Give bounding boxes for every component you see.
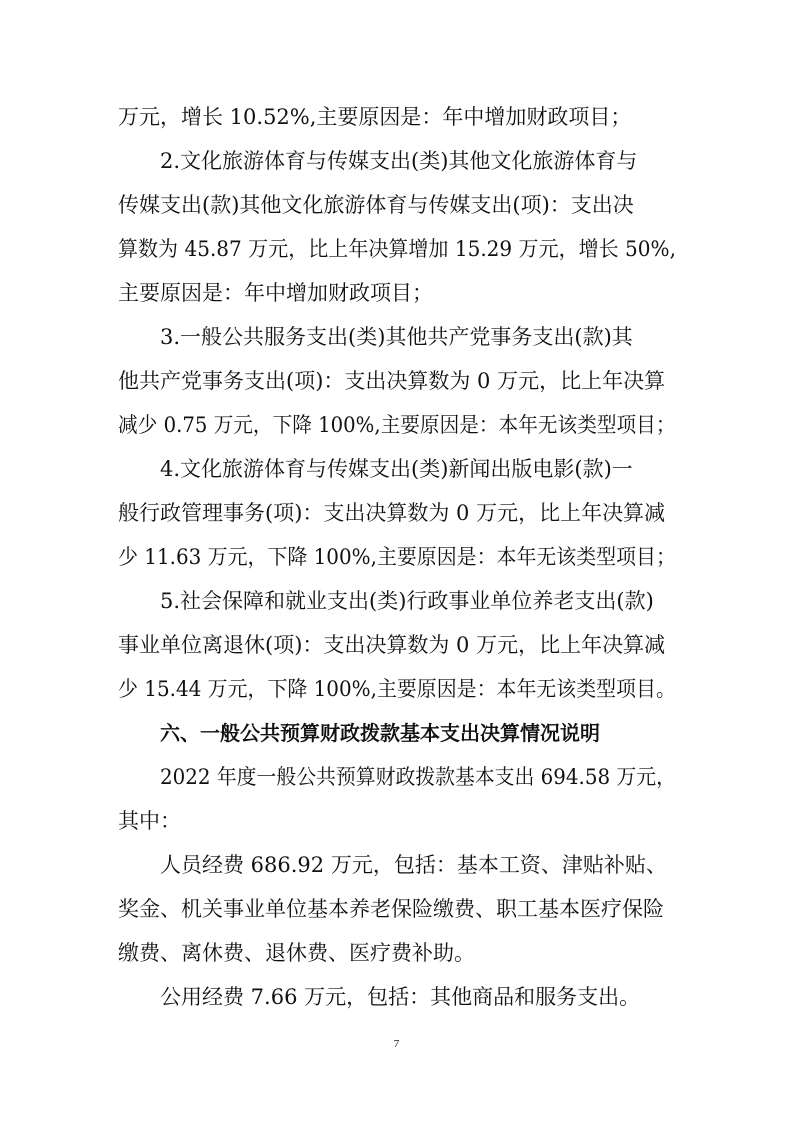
- text-line: [0, 97, 793, 137]
- basic-expenditure-line-1: 2022 年度一般公共预算财政拨款基本支出 694.58 万元，: [160, 765, 676, 789]
- text-line: [0, 933, 793, 973]
- text-line: [0, 229, 793, 269]
- text-line: [0, 141, 793, 181]
- section-six-title: 六、一般公共预算财政拨款基本支出决算情况说明: [160, 721, 600, 745]
- basic-expenditure-line-2: 其中：: [118, 809, 181, 833]
- text-line: [0, 405, 793, 445]
- text-line: [0, 317, 793, 357]
- text-line: [0, 801, 793, 841]
- item-2-line-2: 传媒支出(款)其他文化旅游体育与传媒支出(项)：支出决: [118, 193, 634, 217]
- text-line: [0, 449, 793, 489]
- section-heading: [0, 713, 793, 753]
- item-3-line-3: 减少 0.75 万元，下降 100%,主要原因是：本年无该类型项目；: [118, 413, 676, 437]
- text-line: [0, 185, 793, 225]
- paragraph-continuation: 万元，增长 10.52%,主要原因是：年中增加财政项目；: [118, 105, 632, 129]
- item-3-line-2: 他共产党事务支出(项)：支出决算数为 0 万元，比上年决算: [118, 369, 666, 393]
- text-line: [0, 845, 793, 885]
- text-line: [0, 625, 793, 665]
- page-number: 7: [393, 1038, 400, 1050]
- item-5-line-2: 事业单位离退休(项)：支出决算数为 0 万元，比上年决算减: [118, 633, 666, 657]
- text-line: [0, 361, 793, 401]
- text-line: [0, 757, 793, 797]
- text-line: [0, 977, 793, 1017]
- item-5-line-1: 5.社会保障和就业支出(类)行政事业单位养老支出(款): [160, 589, 654, 613]
- item-2-line-1: 2.文化旅游体育与传媒支出(类)其他文化旅游体育与: [160, 149, 638, 173]
- personnel-expenses-line-1: 人员经费 686.92 万元，包括：基本工资、津贴补贴、: [160, 853, 667, 877]
- item-5-line-3: 少 15.44 万元，下降 100%,主要原因是：本年无该类型项目。: [118, 677, 676, 701]
- personnel-expenses-line-3: 缴费、离休费、退休费、医疗费补助。: [118, 941, 475, 965]
- item-3-line-1: 3.一般公共服务支出(类)其他共产党事务支出(款)其: [160, 325, 633, 349]
- text-line: [0, 493, 793, 533]
- item-2-line-3: 算数为 45.87 万元，比上年决算增加 15.29 万元，增长 50%,: [118, 237, 676, 261]
- public-expenses-line: 公用经费 7.66 万元，包括：其他商品和服务支出。: [160, 985, 641, 1009]
- text-line: [0, 537, 793, 577]
- item-4-line-1: 4.文化旅游体育与传媒支出(类)新闻出版电影(款)一: [160, 457, 633, 481]
- item-2-line-4: 主要原因是：年中增加财政项目；: [118, 281, 433, 305]
- text-line: [0, 889, 793, 929]
- item-4-line-2: 般行政管理事务(项)：支出决算数为 0 万元，比上年决算减: [118, 501, 666, 525]
- personnel-expenses-line-2: 奖金、机关事业单位基本养老保险缴费、职工基本医疗保险: [118, 897, 664, 921]
- text-line: [0, 581, 793, 621]
- text-line: [0, 669, 793, 709]
- item-4-line-3: 少 11.63 万元，下降 100%,主要原因是：本年无该类型项目；: [118, 545, 676, 569]
- text-line: [0, 273, 793, 313]
